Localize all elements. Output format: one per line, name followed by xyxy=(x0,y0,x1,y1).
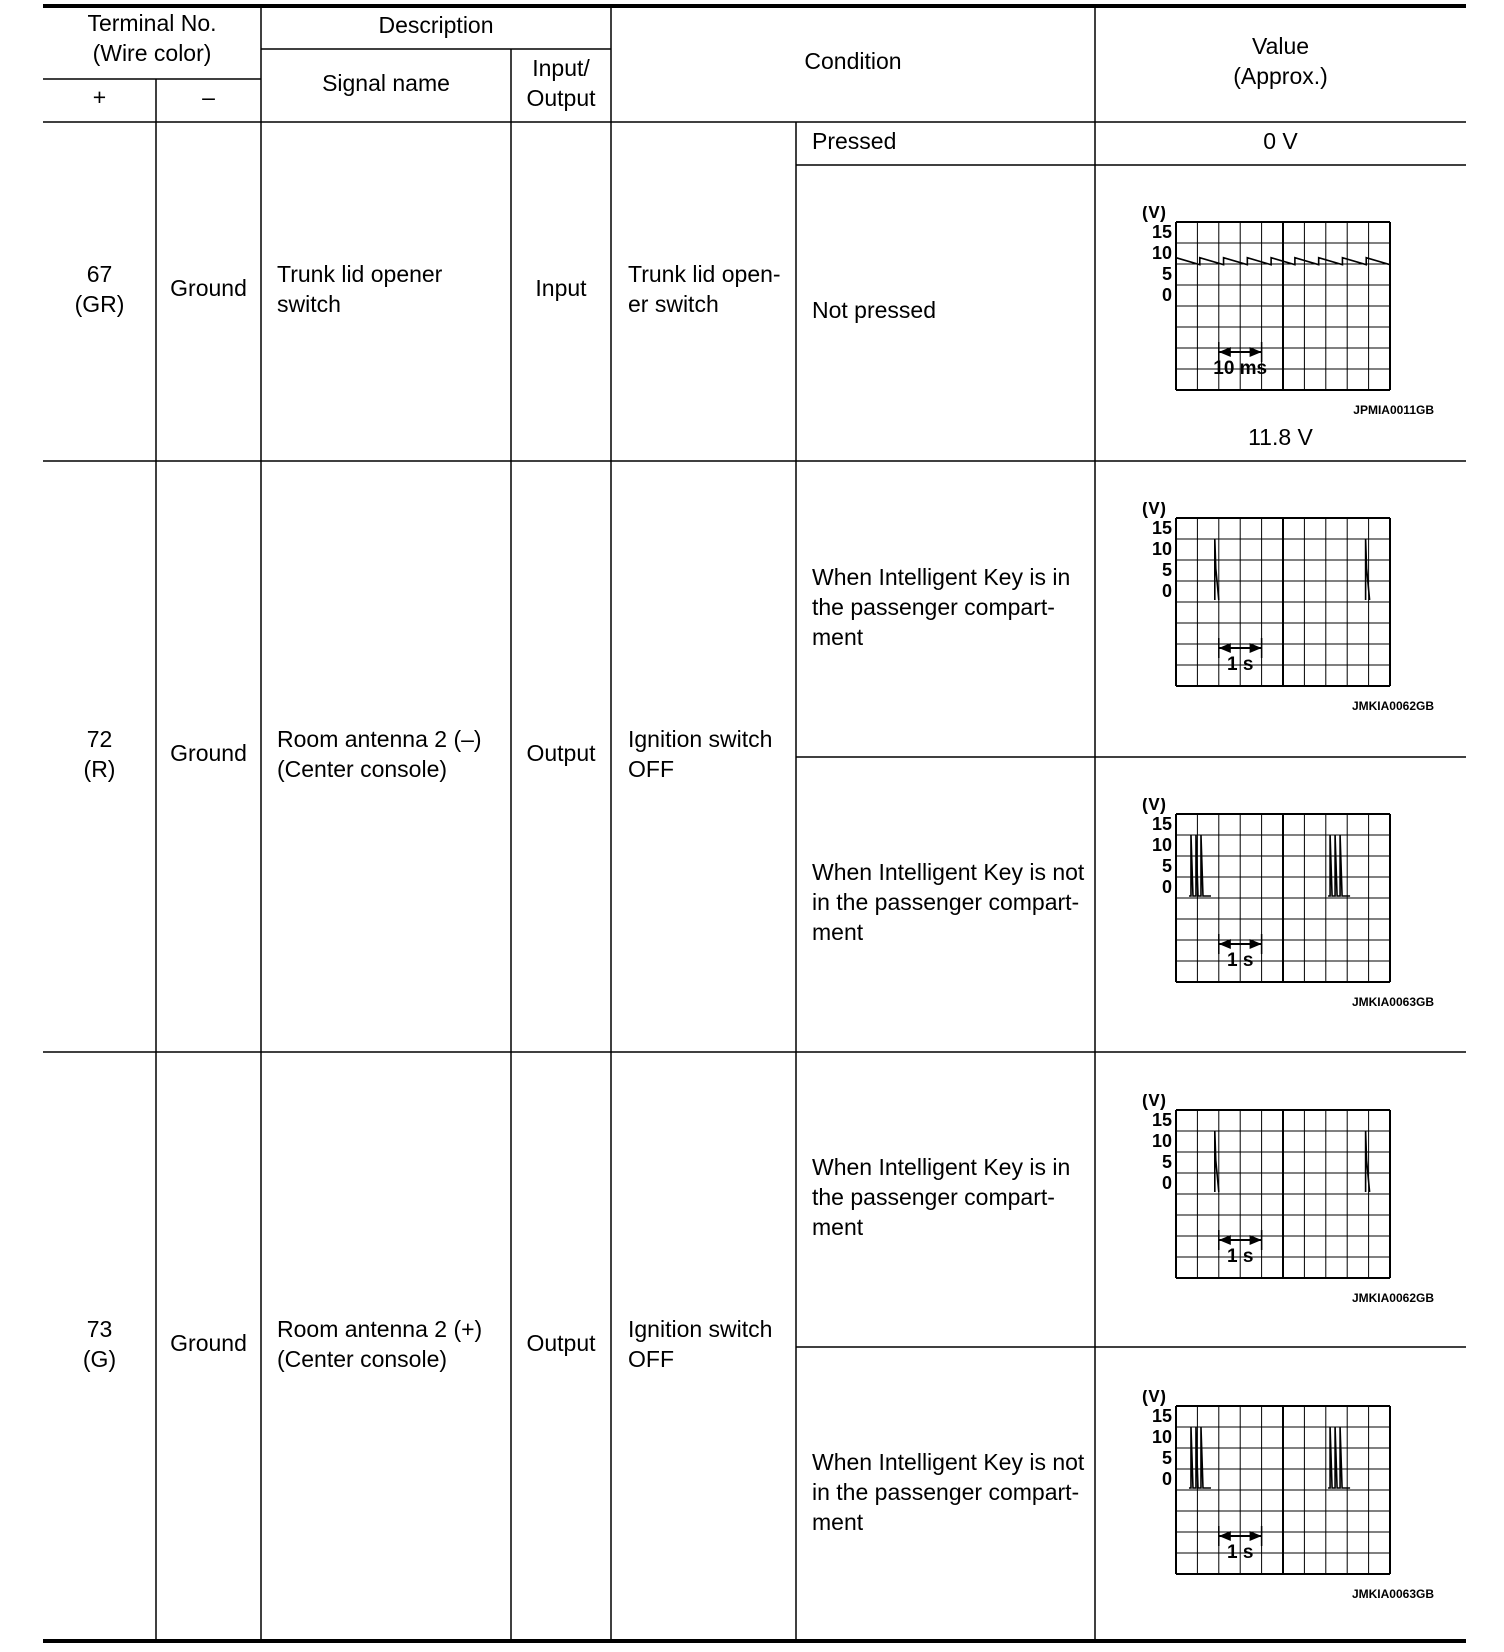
ground-terminal: Ground xyxy=(170,740,247,766)
signal-name: Trunk lid opener switch xyxy=(277,261,443,317)
header-plus: + xyxy=(92,84,107,110)
volt-unit-label: (V) xyxy=(1142,502,1166,518)
y-tick-label: 5 xyxy=(1161,1152,1172,1172)
state-label: Pressed xyxy=(812,128,897,154)
figure-code: JMKIA0062GB xyxy=(1351,699,1434,713)
y-tick-label: 5 xyxy=(1161,1448,1172,1468)
y-tick-label: 0 xyxy=(1161,1173,1172,1193)
ground-terminal: Ground xyxy=(170,1330,247,1356)
terminal-number: 73 (G) xyxy=(82,1316,117,1372)
waveform-diagram xyxy=(1140,798,1440,1012)
figure-code: JMKIA0062GB xyxy=(1351,1291,1434,1305)
volt-unit-label: (V) xyxy=(1142,798,1166,814)
y-tick-label: 5 xyxy=(1161,856,1172,876)
signal-name: Room antenna 2 (–) (Center console) xyxy=(277,726,482,782)
value-text: 0 V xyxy=(1263,128,1298,154)
y-tick-label: 15 xyxy=(1151,814,1172,834)
waveform-pulse xyxy=(1189,835,1211,896)
y-tick-label: 15 xyxy=(1151,1406,1172,1426)
time-scale-label: 1 s xyxy=(1226,654,1254,675)
signal-name: Room antenna 2 (+) (Center console) xyxy=(277,1316,483,1372)
y-tick-label: 0 xyxy=(1161,877,1172,897)
header-signal-name: Signal name xyxy=(322,70,450,96)
y-tick-label: 15 xyxy=(1151,1110,1172,1130)
figure-code: JMKIA0063GB xyxy=(1351,1587,1434,1601)
waveform-pulse xyxy=(1189,1427,1211,1488)
io-direction: Input xyxy=(535,275,587,301)
io-direction: Output xyxy=(526,1330,596,1356)
state-label: Not pressed xyxy=(812,297,937,323)
figure-code: JPMIA0011GB xyxy=(1353,403,1434,417)
figure-code: JMKIA0063GB xyxy=(1351,995,1434,1009)
header-condition: Condition xyxy=(804,48,902,74)
condition: Ignition switch OFF xyxy=(628,726,773,782)
waveform-pulse xyxy=(1215,539,1219,600)
state-label: When Intelligent Key is not in the passenger compart- ment xyxy=(812,1449,1085,1535)
state-label: When Intelligent Key is in the passenger compart- ment xyxy=(812,564,1071,650)
value-text: 11.8 V xyxy=(1248,424,1313,450)
condition: Trunk lid open- er switch xyxy=(628,261,781,317)
y-tick-label: 0 xyxy=(1161,581,1172,601)
header-minus: – xyxy=(202,84,215,110)
header-value: Value (Approx.) xyxy=(1233,33,1328,89)
time-scale-label: 10 ms xyxy=(1213,358,1268,379)
waveform-diagram xyxy=(1140,206,1440,420)
volt-unit-label: (V) xyxy=(1142,1094,1166,1110)
header-terminal: Terminal No. (Wire color) xyxy=(87,10,217,66)
waveform-diagram xyxy=(1140,502,1440,716)
time-scale-label: 1 s xyxy=(1226,1542,1254,1563)
y-tick-label: 5 xyxy=(1161,264,1172,284)
ground-terminal: Ground xyxy=(170,275,247,301)
y-tick-label: 10 xyxy=(1151,1131,1172,1151)
y-tick-label: 10 xyxy=(1151,243,1172,263)
y-tick-label: 0 xyxy=(1161,285,1172,305)
volt-unit-label: (V) xyxy=(1142,1390,1166,1406)
y-tick-label: 10 xyxy=(1151,835,1172,855)
condition: Ignition switch OFF xyxy=(628,1316,773,1372)
state-label: When Intelligent Key is in the passenger compart- ment xyxy=(812,1154,1071,1240)
header-description: Description xyxy=(378,12,494,38)
terminal-number: 72 (R) xyxy=(83,726,116,782)
y-tick-label: 0 xyxy=(1161,1469,1172,1489)
y-tick-label: 10 xyxy=(1151,539,1172,559)
waveform-pulse xyxy=(1215,1131,1219,1192)
y-tick-label: 15 xyxy=(1151,518,1172,538)
terminal-number: 67 (GR) xyxy=(74,261,125,317)
waveform-diagram xyxy=(1140,1390,1440,1604)
time-scale-label: 1 s xyxy=(1226,1246,1254,1267)
state-label: When Intelligent Key is not in the passenger compart- ment xyxy=(812,859,1085,945)
volt-unit-label: (V) xyxy=(1142,206,1166,222)
y-tick-label: 10 xyxy=(1151,1427,1172,1447)
header-io: Input/ Output xyxy=(526,55,596,111)
time-scale-label: 1 s xyxy=(1226,950,1254,971)
waveform-diagram xyxy=(1140,1094,1440,1308)
y-tick-label: 5 xyxy=(1161,560,1172,580)
y-tick-label: 15 xyxy=(1151,222,1172,242)
io-direction: Output xyxy=(526,740,596,766)
